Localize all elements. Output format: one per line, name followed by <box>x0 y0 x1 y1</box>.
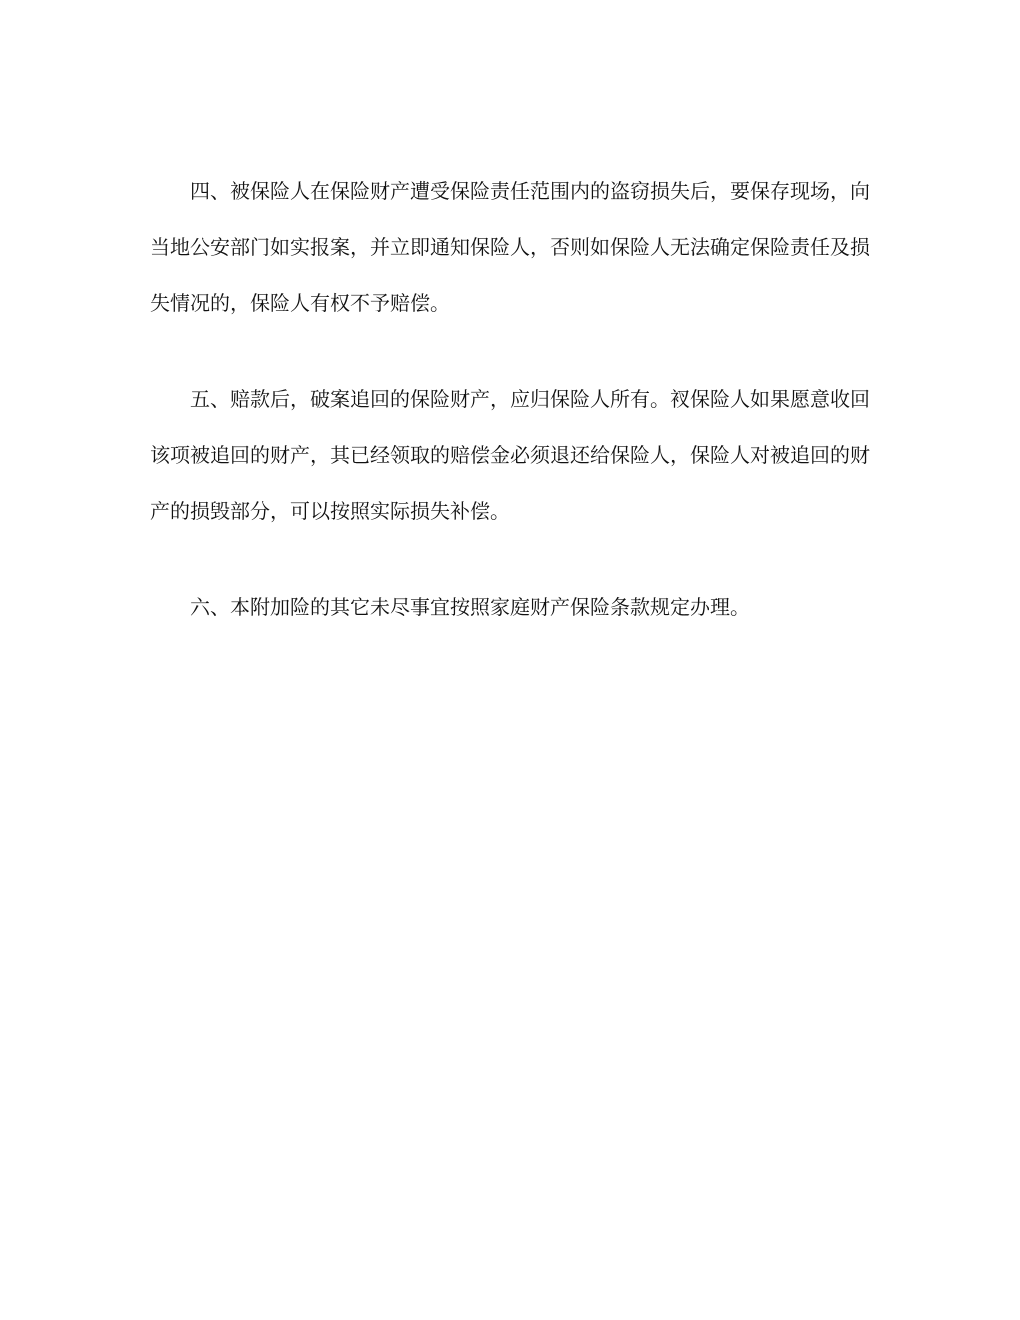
paragraph-four: 四、被保险人在保险财产遭受保险责任范围内的盗窃损失后，要保存现场，向当地公安部门如实报案，并立即通知保险人，否则如保险人无法确定保险责任及损失情况的，保险人有权不予赔偿。 <box>150 179 870 315</box>
paragraph-five: 五、赔款后，破案追回的保险财产，应归保险人所有。衩保险人如果愿意收回该项被追回的财产，其已经领取的赔偿金必须退还给保险人，保险人对被追回的财产的损毁部分，可以按照实际损失补偿。 <box>150 387 870 523</box>
paragraph-six: 六、本附加险的其它未尽事宜按照家庭财产保险条款规定办理。 <box>190 595 750 619</box>
document-body <box>150 163 870 635</box>
